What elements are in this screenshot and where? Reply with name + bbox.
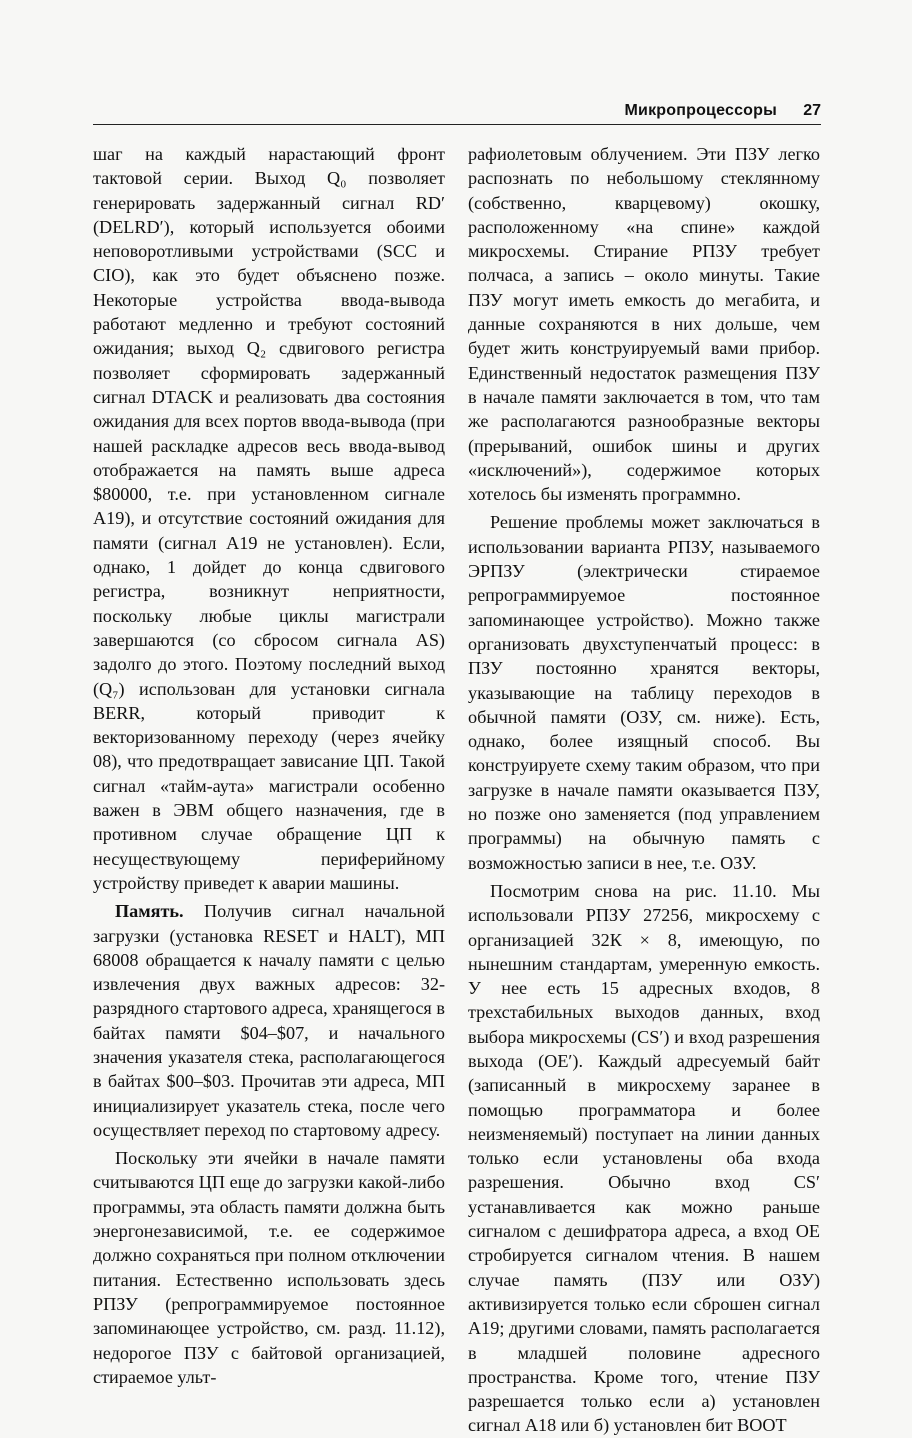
memory-keyword: Память. xyxy=(115,901,184,922)
paragraph-figure-reference: Посмотрим снова на рис. 11.10. Мы использовали РПЗУ 27256, микросхему с организацией 32К × 8, имеющую, по нынешним стандартам, умеренную емкость. У нее есть 15 адресных входов, 8 трехстабильных выходов данных, вход выбора микросхемы (CS′) и вход разрешения выхода (OE′). Каждый адресуемый байт (записанный в микросхему заранее в помощью программатора и более неизменяемый) поступает на линии данных только если установлены оба входа разрешения. Обычно вход CS′ устанавливается как можно раньше сигналом с дешифратора адреса, а вход OE стробируется сигналом чтения. В нашем случае память (ПЗУ или ОЗУ) активизируется только если сброшен сигнал A19; другими словами, память располагается в младшей половине адресного пространства. Кроме того, чтение ПЗУ разрешается только если а) установлен сигнал A18 или б) установлен бит BOOT xyxy=(468,880,820,1436)
paragraph-nonvolatile: Поскольку эти ячейки в начале памяти считываются ЦП еще до загрузки какой-либо программы, эта область памяти должна быть энергонезависимой, т.е. ее содержимое должно сохраняться при полном отключении питания. Естественно использовать здесь РПЗУ (репрограммируемое постоянное запоминающее устройство, см. разд. 11.12), недорогое ПЗУ с байтовой организацией, стираемое ульт- xyxy=(93,1148,445,1387)
paragraph-uv-erasure: рафиолетовым облучением. Эти ПЗУ легко распознать по небольшому стеклянному (собственно, кварцевому) окошку, расположенному «на спине» каждой микросхемы. Стирание РПЗУ требует полчаса, а запись – около минуты. Такие ПЗУ могут иметь емкость до мегабита, и данные сохраняются в них дольше, чем будет жить конструируемый вами прибор. Единственный недостаток размещения ПЗУ в начале памяти заключается в том, что там же располагаются разнообразные векторы (прерываний, ошибок шины и других «исключений»), содержимое которых хотелось бы изменять программно. xyxy=(468,144,820,505)
page-number: 27 xyxy=(803,102,821,119)
memory-paragraph-text: Получив сигнал начальной загрузки (установка RESET и HALT), МП 68008 обращается к началу памяти с целью извлечения двух важных адресов: 32-разрядного стартового адреса, хранящегося в байтах памяти $04–$07, и начального значения указателя стека, располагающегося в байтах $00–$03. Прочитав эти адреса, МП инициализирует указатель стека, после чего осуществляет переход по стартовому адресу. xyxy=(93,901,445,1140)
paragraph-continuation: шаг на каждый нарастающий фронт тактовой серии. Выход Q₀ позволяет генерировать задержанный сигнал RD′ (DELRD′), который используется обоими неповоротливыми устройствами (SCC и CIO), как это будет объяснено позже. Некоторые устройства ввода-вывода работают медленно и требуют состояний ожидания; выход Q₂ сдвигового регистра позволяет сформировать задержанный сигнал DTACK и реализовать два состояния ожидания для всех портов ввода-вывода (при нашей раскладке адресов весь ввода-вывод отображается на память выше адреса $80000, т.е. при установленном сигнале A19), и отсутствие состояний ожидания для памяти (сигнал A19 не установлен). Если, однако, 1 дойдет до конца сдвигового регистра, возникнут неприятности, поскольку любые циклы магистрали завершаются (со сбросом сигнала AS) задолго до этого. Поэтому последний выход (Q₇) использован для установки сигнала BERR, который приводит к векторизованному переходу (через ячейку 08), что предотвращает зависание ЦП. Такой сигнал «тайм-аута» магистрали особенно важен в ЭВМ общего назначения, где в противном случае обращение ЦП к несуществующему периферийному устройству приведет к аварии машины. xyxy=(93,144,445,893)
left-column xyxy=(93,142,445,1389)
paragraph-eeprom-solution: Решение проблемы может заключаться в использовании варианта РПЗУ, называемого ЭРПЗУ (электрически стираемое репрограммируемое постоянное запоминающее устройство). Можно также организовать двухступенчатый процесс: в ПЗУ постоянно хранятся векторы, указывающие на таблицу переходов в обычной памяти (ОЗУ, см. ниже). Есть, однако, более изящный способ. Вы конструируете схему таким образом, что при загрузке в начале памяти оказывается ПЗУ, но позже оно заменяется (под управлением программы) на обычную память с возможностью записи в нее, т.е. ОЗУ. xyxy=(468,512,820,873)
right-column xyxy=(468,142,820,1438)
running-header-title: Микропроцессоры xyxy=(624,102,777,119)
running-header xyxy=(93,102,821,125)
paragraph-memory xyxy=(93,899,445,1142)
